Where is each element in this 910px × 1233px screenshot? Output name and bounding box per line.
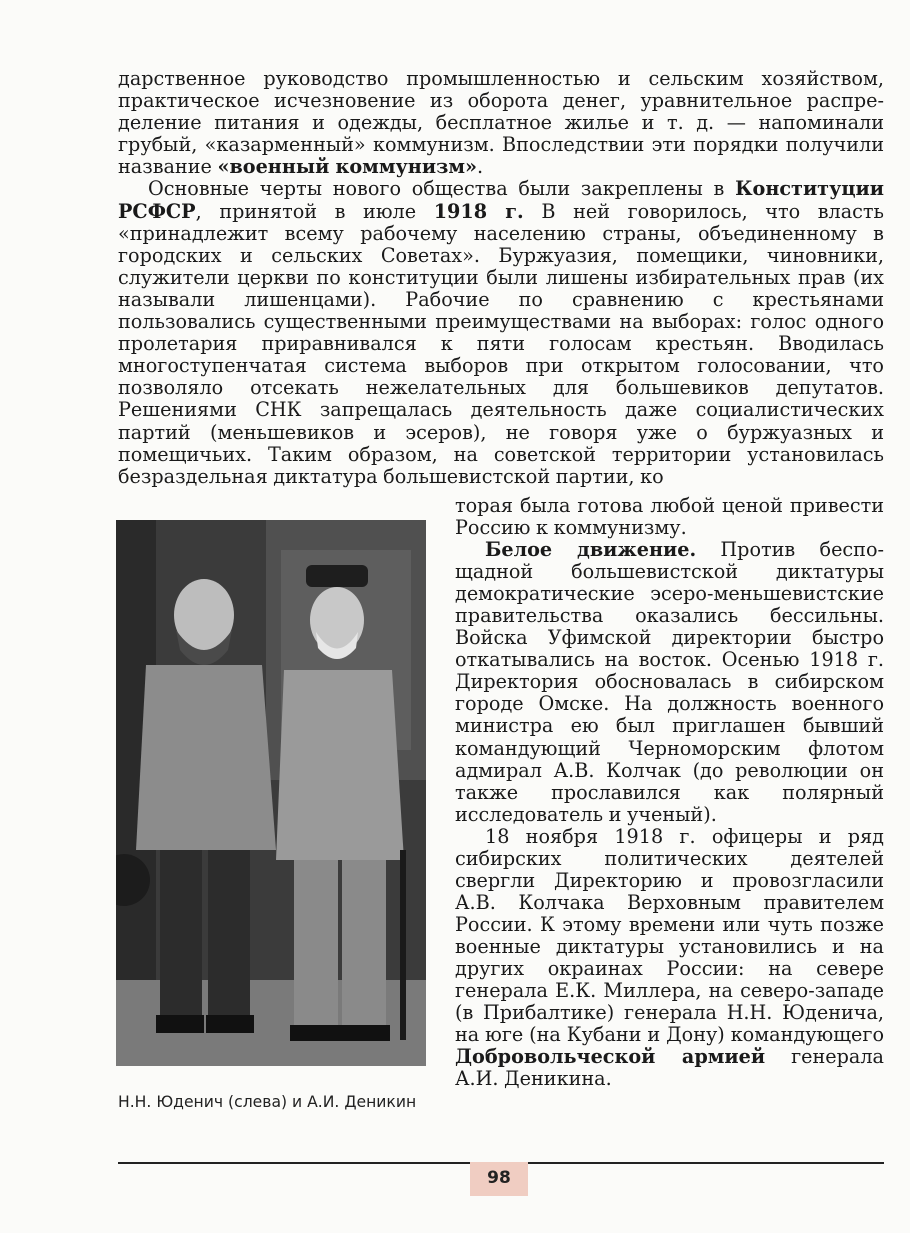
photo-yudenich-denikin [116, 520, 426, 1066]
paragraph-continuation: торая была готова любой ценой привести Россию к коммунизму. [455, 494, 884, 540]
term-year-1918: 1918 г. [433, 199, 524, 223]
right-column-text [455, 495, 884, 1090]
paragraph-white-movement: Белое движение. Против беспощадной большевистской диктатуры демократические эсеро-меньшевистские правительства оказались бессильны. Войска Уфимской директории быстро откатывались на восток. Осенью 1918 г. Директория обосновалась в сибирском городе Омске. На должность военного министра ею был приглашен бывший командующий Черноморским флотом адмирал А.В. Колчак (до революции он также прославился как полярный исследователь и ученый). [455, 538, 884, 826]
term-war-communism: «военный коммунизм» [217, 155, 477, 179]
photo-caption: Н.Н. Юденич (слева) и А.И. Деникин [118, 1093, 417, 1111]
heading-white-movement: Белое движение. [485, 538, 697, 562]
photo-illustration [116, 520, 426, 1066]
paragraph-war-communism: дарственное руководство промышленностью и сельским хозяйством, практическое исчезновение из оборота денег, уравнительное распределение питания и одежды, бесплатное жилье и т. д. — напоминали грубый, «казарменный» коммунизм. Впоследствии эти порядки получили название «военный коммунизм». [118, 67, 884, 179]
term-volunteer-army: Добровольческой армией [455, 1045, 766, 1069]
paragraph-november-18: 18 ноября 1918 г. офицеры и ряд сибирских политических деятелей свергли Директорию и провозгласили А.В. Колчака Верховным правителем России. К этому времени или чуть позже военные диктатуры установились и на других окраинах России: на севере генерала Е.К. Миллера, на северо-западе (в Прибалтике) генерала Н.Н. Юденича, на юге (на Кубани и Дону) командующего Добровольческой армией генерала А.И. Деникина. [455, 824, 884, 1091]
paragraph-constitution: Основные черты нового общества были закреплены в Конституции РСФСР, принятой в июле 1918 г. В ней говорилось, что власть «принадлежит всему рабочему населению страны, объединенному в городских и сельских Советах». Буржуазия, помещики, чиновники, служители церкви по конституции были лишены избирательных прав (их называли лишенцами). Рабочие по сравнению с крестьянами пользовались существенными преимуществами на выборах: голос одного пролетария приравнивался к пяти голосам крестьян. Вводилась многоступенчатая система выборов при открытом голосовании, что позволяло отсекать нежелательных для большевиков депутатов. Решениями СНК запрещалась деятельность даже социалистических партий (меньшевиков и эсеров), не говоря уже о буржуазных и помещичьих. Таким образом, на советской территории установилась безраздельная диктатура большевистской партии, ко [118, 177, 884, 488]
page-number: 98 [470, 1162, 528, 1196]
top-text-block [118, 68, 884, 488]
term-constitution: Конституции РСФСР [118, 177, 884, 223]
